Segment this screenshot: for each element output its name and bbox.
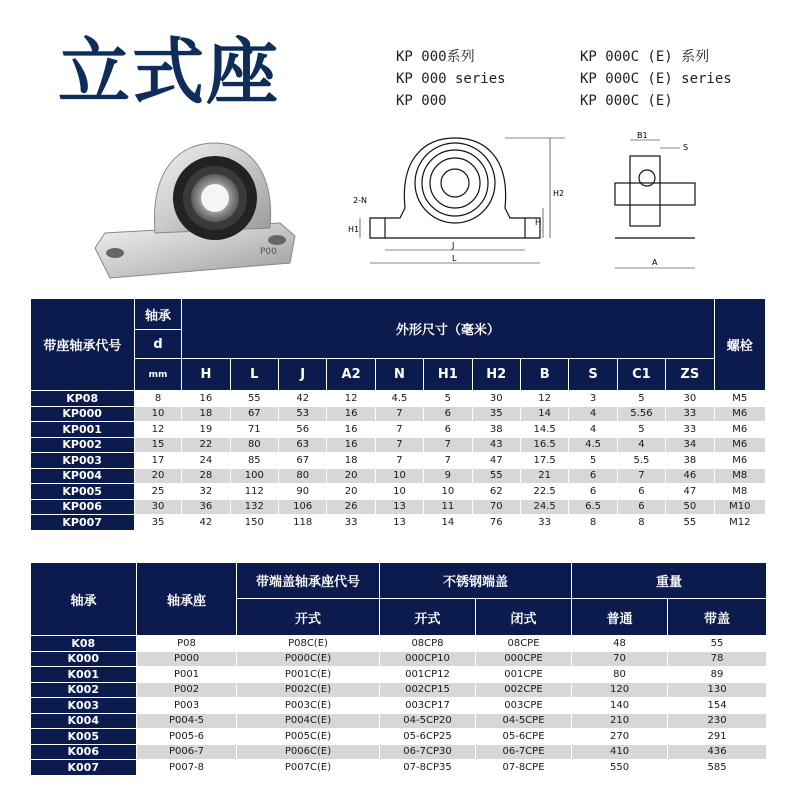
open-cell: 000CP10 (380, 651, 476, 667)
dimension-cell: 8 (617, 515, 665, 531)
table-row (31, 744, 767, 760)
row-code-cell: KP08 (31, 391, 135, 407)
dimension-cell: 6.5 (569, 499, 617, 515)
col-header: N (375, 359, 423, 391)
dimension-cell: 22.5 (520, 484, 568, 500)
normal-cell: 70 (572, 651, 668, 667)
dimension-cell: 10 (375, 484, 423, 500)
dimension-cell: 5.5 (617, 453, 665, 469)
dimension-cell: 36 (182, 499, 230, 515)
closed-cell: 000CPE (476, 651, 572, 667)
bolt-cell: M6 (714, 406, 765, 422)
housing-cell: P004-5 (137, 713, 237, 729)
dimension-cell: 4 (617, 437, 665, 453)
dimension-cell: 55 (472, 468, 520, 484)
normal-cell: 48 (572, 636, 668, 652)
dimension-cell: 5.56 (617, 406, 665, 422)
row-code-cell: K006 (31, 744, 137, 760)
parts-weight-table (30, 562, 767, 776)
table-row (31, 468, 766, 484)
closed-cell: 06-7CPE (476, 744, 572, 760)
row-code-cell: K007 (31, 760, 137, 776)
dimension-cell: 5 (617, 391, 665, 407)
dimension-cell: 67 (230, 406, 278, 422)
cap-cell: 55 (668, 636, 767, 652)
open-cell: 08CP8 (380, 636, 476, 652)
dimension-cell: 33 (666, 422, 714, 438)
dim-label: J (452, 241, 455, 250)
capped-cell: P000C(E) (237, 651, 380, 667)
table-row (31, 406, 766, 422)
header-open: 开式 (237, 599, 380, 636)
closed-cell: 04-5CPE (476, 713, 572, 729)
dim-label: H2 (553, 189, 565, 198)
series-line: KP 000C (E) (580, 93, 673, 109)
dimension-cell: 32 (182, 484, 230, 500)
dimension-cell: 9 (424, 468, 472, 484)
row-code-cell: KP003 (31, 453, 135, 469)
row-code-cell: K002 (31, 682, 137, 698)
dim-label: A (652, 258, 658, 267)
dimension-cell: 16 (327, 422, 375, 438)
housing-cell: P000 (137, 651, 237, 667)
dimension-cell: 26 (327, 499, 375, 515)
dimension-cell: 7 (617, 468, 665, 484)
dimension-cell: 14 (424, 515, 472, 531)
cap-cell: 230 (668, 713, 767, 729)
housing-cell: P001 (137, 667, 237, 683)
dimension-cell: 24.5 (520, 499, 568, 515)
dimension-cell: 70 (472, 499, 520, 515)
dimension-cell: 5 (617, 422, 665, 438)
cap-cell: 585 (668, 760, 767, 776)
header-bolt: 螺栓 (714, 299, 765, 391)
bore-cell: 20 (134, 468, 181, 484)
table-row (31, 729, 767, 745)
dimension-cell: 67 (279, 453, 327, 469)
dimension-cell: 7 (375, 453, 423, 469)
dim-label: S (683, 143, 689, 152)
header-weight: 重量 (572, 563, 767, 599)
col-header: H1 (424, 359, 472, 391)
dimension-cell: 13 (375, 499, 423, 515)
dimension-cell: 4.5 (569, 437, 617, 453)
row-code-cell: KP001 (31, 422, 135, 438)
dimension-cell: 132 (230, 499, 278, 515)
dimension-cell: 11 (424, 499, 472, 515)
header-ss-closed: 闭式 (476, 599, 572, 636)
normal-cell: 550 (572, 760, 668, 776)
dimension-cell: 46 (666, 468, 714, 484)
table-row (31, 760, 767, 776)
table-row (31, 484, 766, 500)
housing-cell: P003 (137, 698, 237, 714)
dim-label: L (452, 254, 457, 263)
dimension-cell: 4 (569, 422, 617, 438)
row-code-cell: KP000 (31, 406, 135, 422)
housing-cell: P006-7 (137, 744, 237, 760)
capped-cell: P005C(E) (237, 729, 380, 745)
closed-cell: 001CPE (476, 667, 572, 683)
dimension-cell: 6 (424, 406, 472, 422)
dimension-cell: 4 (569, 406, 617, 422)
housing-cell: P005-6 (137, 729, 237, 745)
capped-cell: P08C(E) (237, 636, 380, 652)
cap-cell: 291 (668, 729, 767, 745)
bolt-cell: M5 (714, 391, 765, 407)
bolt-cell: M10 (714, 499, 765, 515)
housing-cell: P08 (137, 636, 237, 652)
normal-cell: 120 (572, 682, 668, 698)
dimension-cell: 42 (279, 391, 327, 407)
normal-cell: 140 (572, 698, 668, 714)
dimension-cell: 7 (424, 453, 472, 469)
dimension-cell: 38 (666, 453, 714, 469)
col-header: H2 (472, 359, 520, 391)
closed-cell: 05-6CPE (476, 729, 572, 745)
dimensions-table (30, 298, 766, 531)
dimension-cell: 7 (375, 422, 423, 438)
dimension-cell: 18 (327, 453, 375, 469)
open-cell: 003CP17 (380, 698, 476, 714)
dimension-cell: 3 (569, 391, 617, 407)
table-row (31, 667, 767, 683)
dimension-cell: 30 (666, 391, 714, 407)
bore-cell: 30 (134, 499, 181, 515)
dimension-cell: 8 (569, 515, 617, 531)
open-cell: 06-7CP30 (380, 744, 476, 760)
dimension-cell: 85 (230, 453, 278, 469)
dimension-cell: 12 (327, 391, 375, 407)
dimension-cell: 14 (520, 406, 568, 422)
dimension-cell: 7 (375, 437, 423, 453)
dimension-cell: 7 (375, 406, 423, 422)
dimension-cell: 33 (520, 515, 568, 531)
dimension-cell: 4.5 (375, 391, 423, 407)
col-header: H (182, 359, 230, 391)
header-mm: mm (134, 359, 181, 391)
side-view-drawing (595, 128, 715, 288)
page-title: 立式座 (58, 30, 281, 114)
col-header: A2 (327, 359, 375, 391)
bolt-cell: M8 (714, 484, 765, 500)
header-housing-code: 带座轴承代号 (31, 299, 135, 391)
dimension-cell: 6 (569, 484, 617, 500)
dimension-cell: 38 (472, 422, 520, 438)
table-row (31, 651, 767, 667)
header-d: d (134, 330, 181, 359)
cap-cell: 89 (668, 667, 767, 683)
dimension-cell: 53 (279, 406, 327, 422)
product-photo (45, 128, 325, 288)
dim-label: H (535, 218, 542, 227)
dimension-cell: 100 (230, 468, 278, 484)
dimension-cell: 6 (617, 484, 665, 500)
bolt-cell: M6 (714, 453, 765, 469)
table-row (31, 713, 767, 729)
series-line: KP 000 series (396, 71, 506, 87)
table-row (31, 453, 766, 469)
header-dimensions: 外形尺寸（毫米） (182, 299, 714, 359)
series-line: KP 000C (E) series (580, 71, 732, 87)
dimension-cell: 47 (472, 453, 520, 469)
table-row (31, 515, 766, 531)
open-cell: 001CP12 (380, 667, 476, 683)
header-capped-code: 带端盖轴承座代号 (237, 563, 380, 599)
row-code-cell: K005 (31, 729, 137, 745)
col-header: C1 (617, 359, 665, 391)
col-header: ZS (666, 359, 714, 391)
normal-cell: 270 (572, 729, 668, 745)
capped-cell: P003C(E) (237, 698, 380, 714)
dimension-cell: 7 (424, 437, 472, 453)
dimension-cell: 13 (375, 515, 423, 531)
dimension-cell: 80 (230, 437, 278, 453)
dimension-cell: 17.5 (520, 453, 568, 469)
capped-cell: P001C(E) (237, 667, 380, 683)
bore-cell: 15 (134, 437, 181, 453)
bore-cell: 12 (134, 422, 181, 438)
dimension-cell: 80 (279, 468, 327, 484)
dimension-cell: 10 (424, 484, 472, 500)
open-cell: 07-8CP35 (380, 760, 476, 776)
dimension-cell: 6 (569, 468, 617, 484)
table-row (31, 422, 766, 438)
cap-cell: 154 (668, 698, 767, 714)
table-row (31, 437, 766, 453)
dimension-cell: 43 (472, 437, 520, 453)
capped-cell: P002C(E) (237, 682, 380, 698)
dimension-cell: 16.5 (520, 437, 568, 453)
dimension-cell: 33 (666, 406, 714, 422)
dimension-cell: 16 (327, 437, 375, 453)
table-row (31, 499, 766, 515)
cap-cell: 436 (668, 744, 767, 760)
dimension-cell: 112 (230, 484, 278, 500)
bolt-cell: M12 (714, 515, 765, 531)
bore-cell: 8 (134, 391, 181, 407)
capped-cell: P004C(E) (237, 713, 380, 729)
table-row (31, 391, 766, 407)
dimension-cell: 62 (472, 484, 520, 500)
photo-marking: P00 (260, 247, 277, 257)
dimension-cell: 10 (375, 468, 423, 484)
dimension-cell: 106 (279, 499, 327, 515)
bore-cell: 10 (134, 406, 181, 422)
header-bearing: 轴承 (134, 299, 181, 330)
table-row (31, 636, 767, 652)
table-row (31, 698, 767, 714)
cap-cell: 130 (668, 682, 767, 698)
closed-cell: 07-8CPE (476, 760, 572, 776)
dim-label: B1 (637, 131, 648, 140)
open-cell: 04-5CP20 (380, 713, 476, 729)
dimension-cell: 71 (230, 422, 278, 438)
dimension-cell: 18 (182, 406, 230, 422)
col-header: L (230, 359, 278, 391)
dimension-cell: 20 (327, 468, 375, 484)
dim-label: H1 (348, 225, 360, 234)
bore-cell: 17 (134, 453, 181, 469)
header-ss-open: 开式 (380, 599, 476, 636)
row-code-cell: KP002 (31, 437, 135, 453)
dimension-cell: 55 (666, 515, 714, 531)
series-list-capped (580, 46, 732, 112)
dimension-cell: 12 (520, 391, 568, 407)
normal-cell: 80 (572, 667, 668, 683)
row-code-cell: K08 (31, 636, 137, 652)
bore-cell: 25 (134, 484, 181, 500)
header-weight-capped: 带盖 (668, 599, 767, 636)
normal-cell: 410 (572, 744, 668, 760)
dimension-cell: 35 (472, 406, 520, 422)
housing-cell: P002 (137, 682, 237, 698)
col-header: B (520, 359, 568, 391)
closed-cell: 08CPE (476, 636, 572, 652)
dimension-cell: 47 (666, 484, 714, 500)
housing-cell: P007-8 (137, 760, 237, 776)
dimension-cell: 19 (182, 422, 230, 438)
dimension-cell: 22 (182, 437, 230, 453)
closed-cell: 003CPE (476, 698, 572, 714)
dimension-cell: 50 (666, 499, 714, 515)
cap-cell: 78 (668, 651, 767, 667)
col-header: S (569, 359, 617, 391)
dimension-cell: 28 (182, 468, 230, 484)
row-code-cell: KP006 (31, 499, 135, 515)
bore-cell: 35 (134, 515, 181, 531)
open-cell: 05-6CP25 (380, 729, 476, 745)
capped-cell: P006C(E) (237, 744, 380, 760)
dimension-cell: 63 (279, 437, 327, 453)
row-code-cell: K000 (31, 651, 137, 667)
dimension-cell: 90 (279, 484, 327, 500)
dimension-cell: 5 (569, 453, 617, 469)
dimension-cell: 76 (472, 515, 520, 531)
dimension-cell: 16 (327, 406, 375, 422)
series-line: KP 000系列 (396, 49, 475, 65)
row-code-cell: KP005 (31, 484, 135, 500)
header-bearing: 轴承 (31, 563, 137, 636)
bolt-cell: M6 (714, 437, 765, 453)
dimension-cell: 34 (666, 437, 714, 453)
header-weight-normal: 普通 (572, 599, 668, 636)
dimension-cell: 21 (520, 468, 568, 484)
row-code-cell: KP007 (31, 515, 135, 531)
series-line: KP 000 (396, 93, 447, 109)
capped-cell: P007C(E) (237, 760, 380, 776)
row-code-cell: K001 (31, 667, 137, 683)
dimension-cell: 118 (279, 515, 327, 531)
dimension-cell: 24 (182, 453, 230, 469)
dimension-cell: 6 (617, 499, 665, 515)
dimension-cell: 56 (279, 422, 327, 438)
dimension-cell: 6 (424, 422, 472, 438)
open-cell: 002CP15 (380, 682, 476, 698)
header-housing: 轴承座 (137, 563, 237, 636)
dimension-cell: 16 (182, 391, 230, 407)
bolt-cell: M8 (714, 468, 765, 484)
series-list-standard (396, 46, 506, 112)
dimension-cell: 20 (327, 484, 375, 500)
header-stainless-cap: 不锈钢端盖 (380, 563, 572, 599)
row-code-cell: K004 (31, 713, 137, 729)
series-line: KP 000C (E) 系列 (580, 49, 710, 65)
dimension-cell: 5 (424, 391, 472, 407)
dim-label: 2-N (353, 196, 367, 205)
normal-cell: 210 (572, 713, 668, 729)
bolt-cell: M6 (714, 422, 765, 438)
dimension-cell: 42 (182, 515, 230, 531)
row-code-cell: KP004 (31, 468, 135, 484)
dimension-cell: 150 (230, 515, 278, 531)
row-code-cell: K003 (31, 698, 137, 714)
dimension-cell: 14.5 (520, 422, 568, 438)
dimension-cell: 30 (472, 391, 520, 407)
col-header: J (279, 359, 327, 391)
front-view-drawing (345, 128, 575, 288)
dimension-cell: 33 (327, 515, 375, 531)
dimension-cell: 55 (230, 391, 278, 407)
table-row (31, 682, 767, 698)
closed-cell: 002CPE (476, 682, 572, 698)
